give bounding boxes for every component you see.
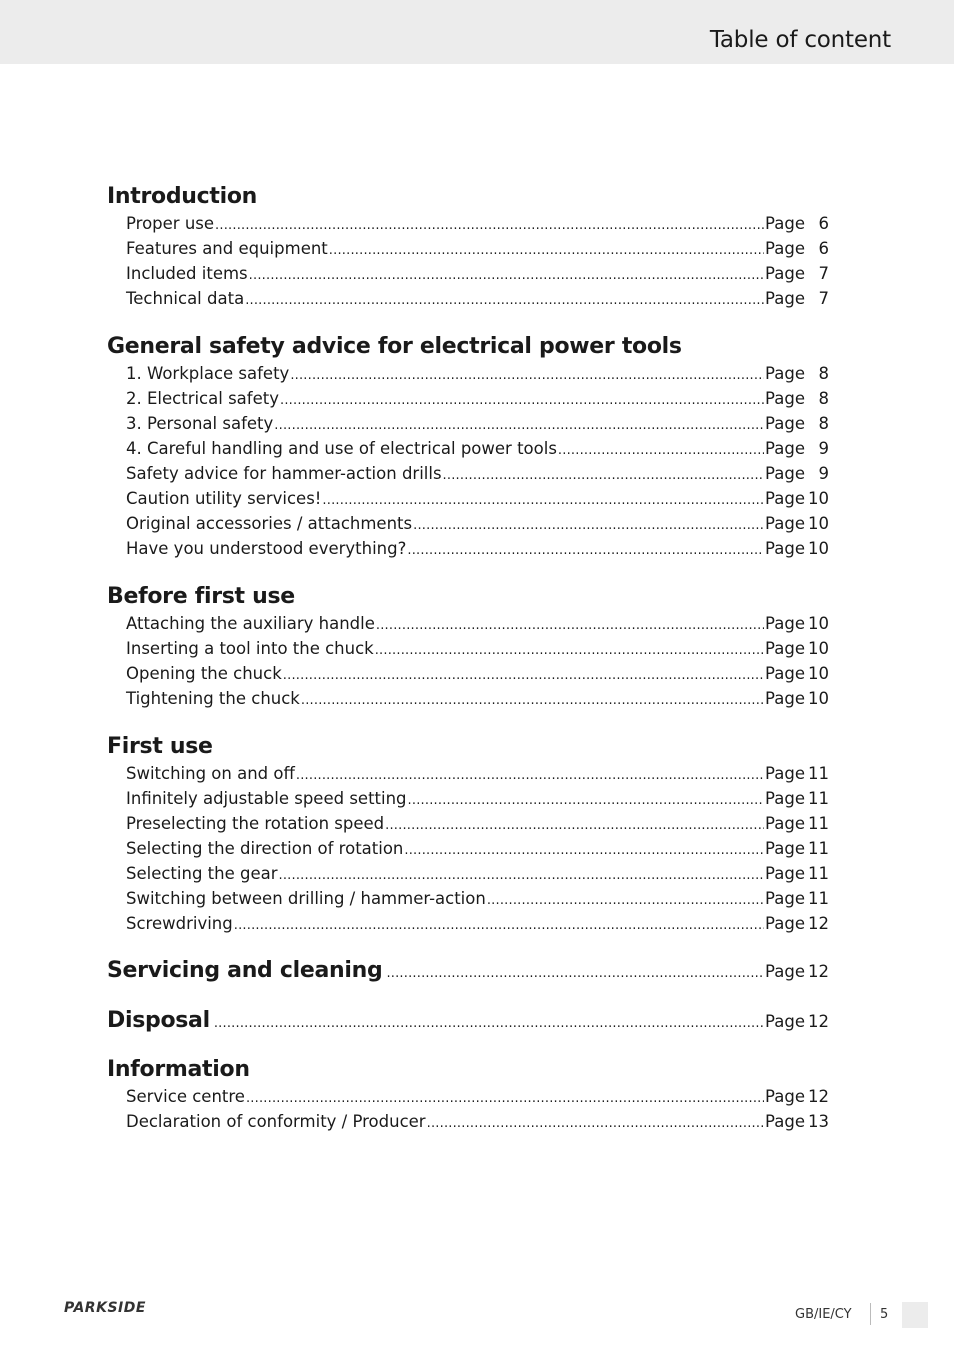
page-number: 10 [808,514,829,533]
entry-label: Included items [126,264,248,283]
page-word: Page [765,639,805,658]
entry-label: Safety advice for hammer-action drills [126,464,442,483]
page-word: Page [765,689,805,708]
toc-entry[interactable] [107,286,829,311]
section-title: Disposal [107,1008,210,1033]
page-word: Page [765,264,805,283]
entry-label: 2. Electrical safety [126,389,279,408]
section-first-use [107,733,829,936]
page-number: 10 [808,639,829,658]
toc-entry[interactable] [107,261,829,286]
page-number: 11 [808,839,829,858]
entry-label: Preselecting the rotation speed [126,814,385,833]
toc-entry[interactable] [107,436,829,461]
page-word: Page [765,614,805,633]
page-word: Page [765,214,805,233]
page-word: Page [765,539,805,558]
toc-entry[interactable] [107,686,829,711]
page-word: Page [765,1112,805,1131]
page-number-footer: 5 [880,1307,889,1322]
leader-dots [249,261,764,288]
entry-label: Opening the chuck [126,664,282,683]
section-information [107,1056,829,1134]
toc-entry[interactable] [107,761,829,786]
toc-entry[interactable] [107,611,829,636]
page-number: 10 [808,689,829,708]
section-title: Information [107,1057,250,1082]
toc-entry[interactable] [107,836,829,861]
section-introduction [107,183,829,311]
page-word: Page [765,962,805,981]
page-number: 10 [808,489,829,508]
section-general-safety [107,333,829,561]
toc-entry[interactable] [107,786,829,811]
page-word: Page [765,889,805,908]
page-word: Page [765,289,805,308]
page-number: 11 [808,814,829,833]
page-word: Page [765,814,805,833]
language-code: GB/IE/CY [795,1307,852,1322]
page-word: Page [765,514,805,533]
leader-dots [290,361,764,388]
toc-entry[interactable] [107,236,829,261]
leader-dots [558,436,764,463]
entry-label: Selecting the gear [126,864,278,883]
toc-entry[interactable] [107,486,829,511]
page-number: 7 [818,289,829,308]
section-title: General safety advice for electrical power tools [107,334,682,359]
page-word: Page [765,414,805,433]
leader-dots [408,786,765,813]
leader-dots [214,1007,763,1039]
section-title: Before first use [107,584,295,609]
toc-entry[interactable] [107,661,829,686]
toc-entry[interactable] [107,911,829,936]
leader-dots [376,611,764,638]
page-word: Page [765,464,805,483]
page-number: 10 [808,539,829,558]
leader-dots [283,661,764,688]
toc-entry[interactable] [107,1084,829,1109]
entry-label: Tightening the chuck [126,689,300,708]
leader-dots [215,211,764,238]
leader-dots [279,861,765,888]
page-word: Page [765,839,805,858]
page-number: 9 [818,464,829,483]
page-number: 7 [818,264,829,283]
page-number: 8 [818,364,829,383]
page-number: 12 [808,914,829,933]
footer-tab-marker [902,1302,928,1328]
page-word: Page [765,664,805,683]
entry-label: 4. Careful handling and use of electrical power tools [126,439,557,458]
toc-entry[interactable] [107,411,829,436]
page-number: 10 [808,664,829,683]
page-number: 11 [808,864,829,883]
page-number: 9 [818,439,829,458]
page-word: Page [765,1012,805,1031]
leader-dots [234,911,764,938]
toc-entry[interactable] [107,386,829,411]
section-title: First use [107,734,213,759]
page-number: 12 [808,1012,829,1031]
page-word: Page [765,239,805,258]
entry-label: Proper use [126,214,215,233]
brand-logo: PARKSIDE [64,1300,146,1316]
toc-entry[interactable] [107,461,829,486]
entry-label: Selecting the direction of rotation [126,839,404,858]
page-number: 10 [808,614,829,633]
toc-entry[interactable] [107,211,829,236]
leader-dots [280,386,764,413]
page-word: Page [765,489,805,508]
page-number: 13 [808,1112,829,1131]
entry-label: Switching on and off [126,764,295,783]
leader-dots [413,511,764,538]
section-title: Servicing and cleaning [107,958,383,983]
page-number: 8 [818,389,829,408]
page-number: 8 [818,414,829,433]
entry-label: Technical data [126,289,245,308]
entry-label: 3. Personal safety [126,414,274,433]
leader-dots [329,236,764,263]
page-word: Page [765,914,805,933]
section-before-first-use [107,583,829,711]
page-number: 12 [808,1087,829,1106]
section-title: Introduction [107,184,258,209]
page-number: 6 [818,239,829,258]
entry-label: Have you understood everything? [126,539,407,558]
entry-label: Inserting a tool into the chuck [126,639,374,658]
entry-label: Screwdriving [126,914,233,933]
page-word: Page [765,439,805,458]
toc-entry[interactable] [107,636,829,661]
toc-entry[interactable] [107,361,829,386]
page-word: Page [765,764,805,783]
toc-entry[interactable] [107,536,829,561]
entry-label: Switching between drilling / hammer-action [126,889,486,908]
leader-dots [427,1109,764,1136]
entry-label: Features and equipment [126,239,328,258]
leader-dots [487,886,764,913]
entry-label: Attaching the auxiliary handle [126,614,375,633]
toc-entry[interactable] [107,886,829,911]
page-number: 11 [808,889,829,908]
leader-dots [246,1084,764,1111]
toc-heading-entry-servicing[interactable] [107,956,829,986]
page-word: Page [765,789,805,808]
entry-label: Declaration of conformity / Producer [126,1112,426,1131]
page-word: Page [765,1087,805,1106]
leader-dots [322,486,764,513]
entry-label: 1. Workplace safety [126,364,290,383]
leader-dots [443,461,765,488]
page-number: 6 [818,214,829,233]
page-word: Page [765,364,805,383]
leader-dots [245,286,764,313]
footer-divider [870,1303,871,1325]
leader-dots [375,636,764,663]
leader-dots [407,536,764,563]
page-number: 12 [808,962,829,981]
leader-dots [385,811,764,838]
leader-dots [301,686,764,713]
table-of-contents [107,183,829,1134]
leader-dots [296,761,764,788]
page-word: Page [765,389,805,408]
page-word: Page [765,864,805,883]
page-title: Table of content [709,27,891,53]
toc-entry[interactable] [107,1109,829,1134]
leader-dots [386,957,763,989]
entry-label: Service centre [126,1087,245,1106]
entry-label: Caution utility services! [126,489,322,508]
toc-entry[interactable] [107,861,829,886]
leader-dots [404,836,764,863]
entry-label: Original accessories / attachments [126,514,413,533]
toc-entry[interactable] [107,511,829,536]
toc-heading-entry-disposal[interactable] [107,1006,829,1036]
entry-label: Infinitely adjustable speed setting [126,789,407,808]
page-number: 11 [808,789,829,808]
toc-entry[interactable] [107,811,829,836]
page-number: 11 [808,764,829,783]
leader-dots [274,411,764,438]
